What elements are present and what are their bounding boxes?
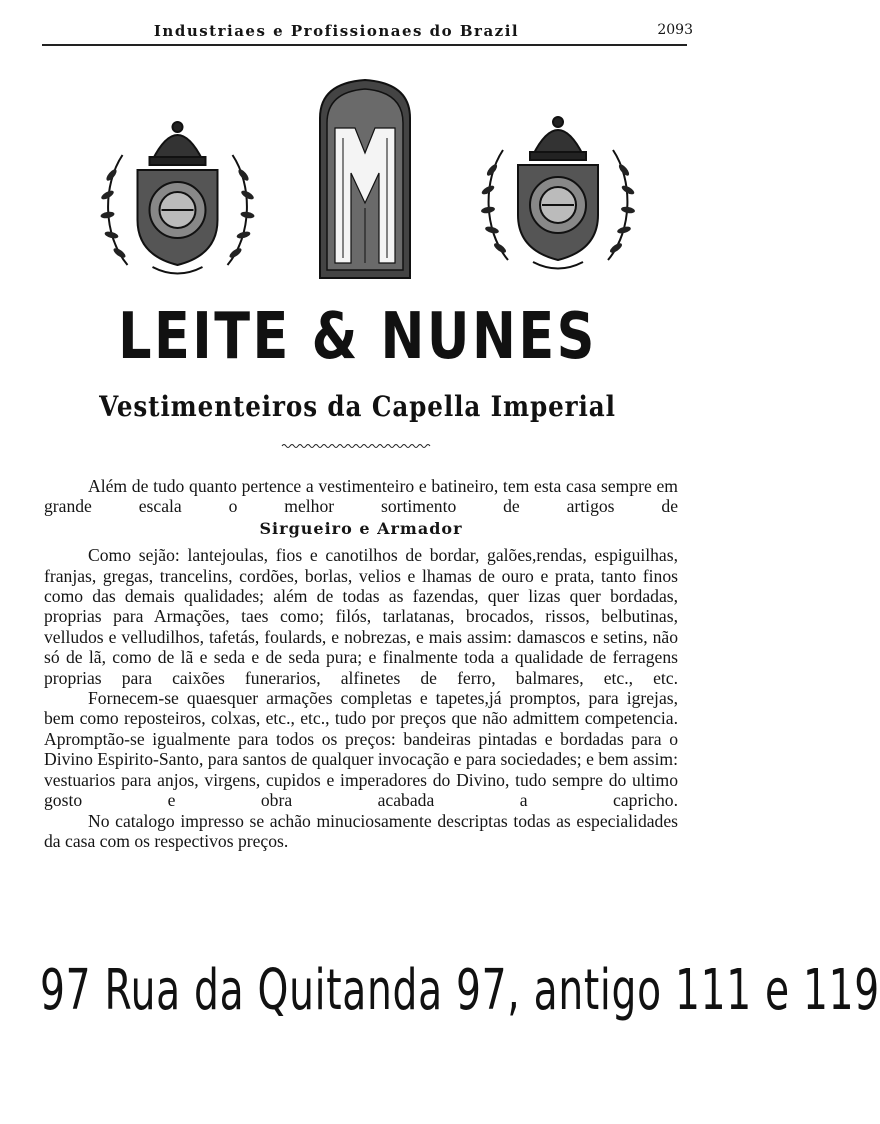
page-number: 2093 [657,22,693,38]
paragraph-catalogue: No catalogo impresso se achão minuciosamente descriptas todas as especialidades da casa com os respectivos preços. [44,810,678,851]
firm-subtitle: Vestimenteiros da Capella Imperial [99,390,616,423]
advertisement-body [44,476,678,851]
coat-of-arms-right-icon [478,110,638,275]
paragraph-intro: Além de tudo quanto pertence a vestimenteiro e batineiro, tem esta casa sempre em grande escala o melhor sortimento de artigos de [44,476,678,517]
paragraph-products: Como sejão: lantejoulas, fios e canotilhos de bordar, galões,rendas, espiguilhas, franjas, gregas, trancelins, cordões, borlas, velios e lhamas de ouro e prata, tanto finos como das demais qualidades; além de todas as fazendas, quer lizas quer bordadas, proprias para Armações, taes como; filós, tarlatanas, brocados, rissos, belbutinas, velludos e velludilhos, tafetás, foulards, e nobrezas, e mais assim: damascos e setins, não só de lã, como de lã e seda e de seda pura; e finalmente toda a qualidade de ferragens proprias para caixões funerarios, alfinetes de ferro, balmares, etc., etc. [44,545,678,688]
header-rule [42,44,687,46]
header-title: Industriaes e Profissionaes do Brazil [153,22,520,40]
section-subheading: Sirgueiro e Armador [259,518,463,538]
paragraph-services: Fornecem-se quaesquer armações completas e tapetes,já promptos, para igrejas, bem como reposteiros, colxas, etc., etc., tudo por preços que não admittem competencia. Apromptão-se igualmente para todos os preços: bandeiras pintadas e bordadas para o Divino Espirito-Santo, para santos de qualquer invocação e para sociedades; e bem assim: vestuarios para anjos, virgens, cupidos e imperadores do Divino, tudo sempre do ultimo gosto e obra acabada a capricho. [44,688,678,811]
ornament-divider [282,443,432,449]
coat-of-arms-left-icon [95,115,260,280]
firm-name: LEITE & NUNES [118,300,597,374]
monogram-shield-icon [315,78,415,283]
street-address: 97 Rua da Quitanda 97, antigo 111 e 119 [40,958,880,1023]
